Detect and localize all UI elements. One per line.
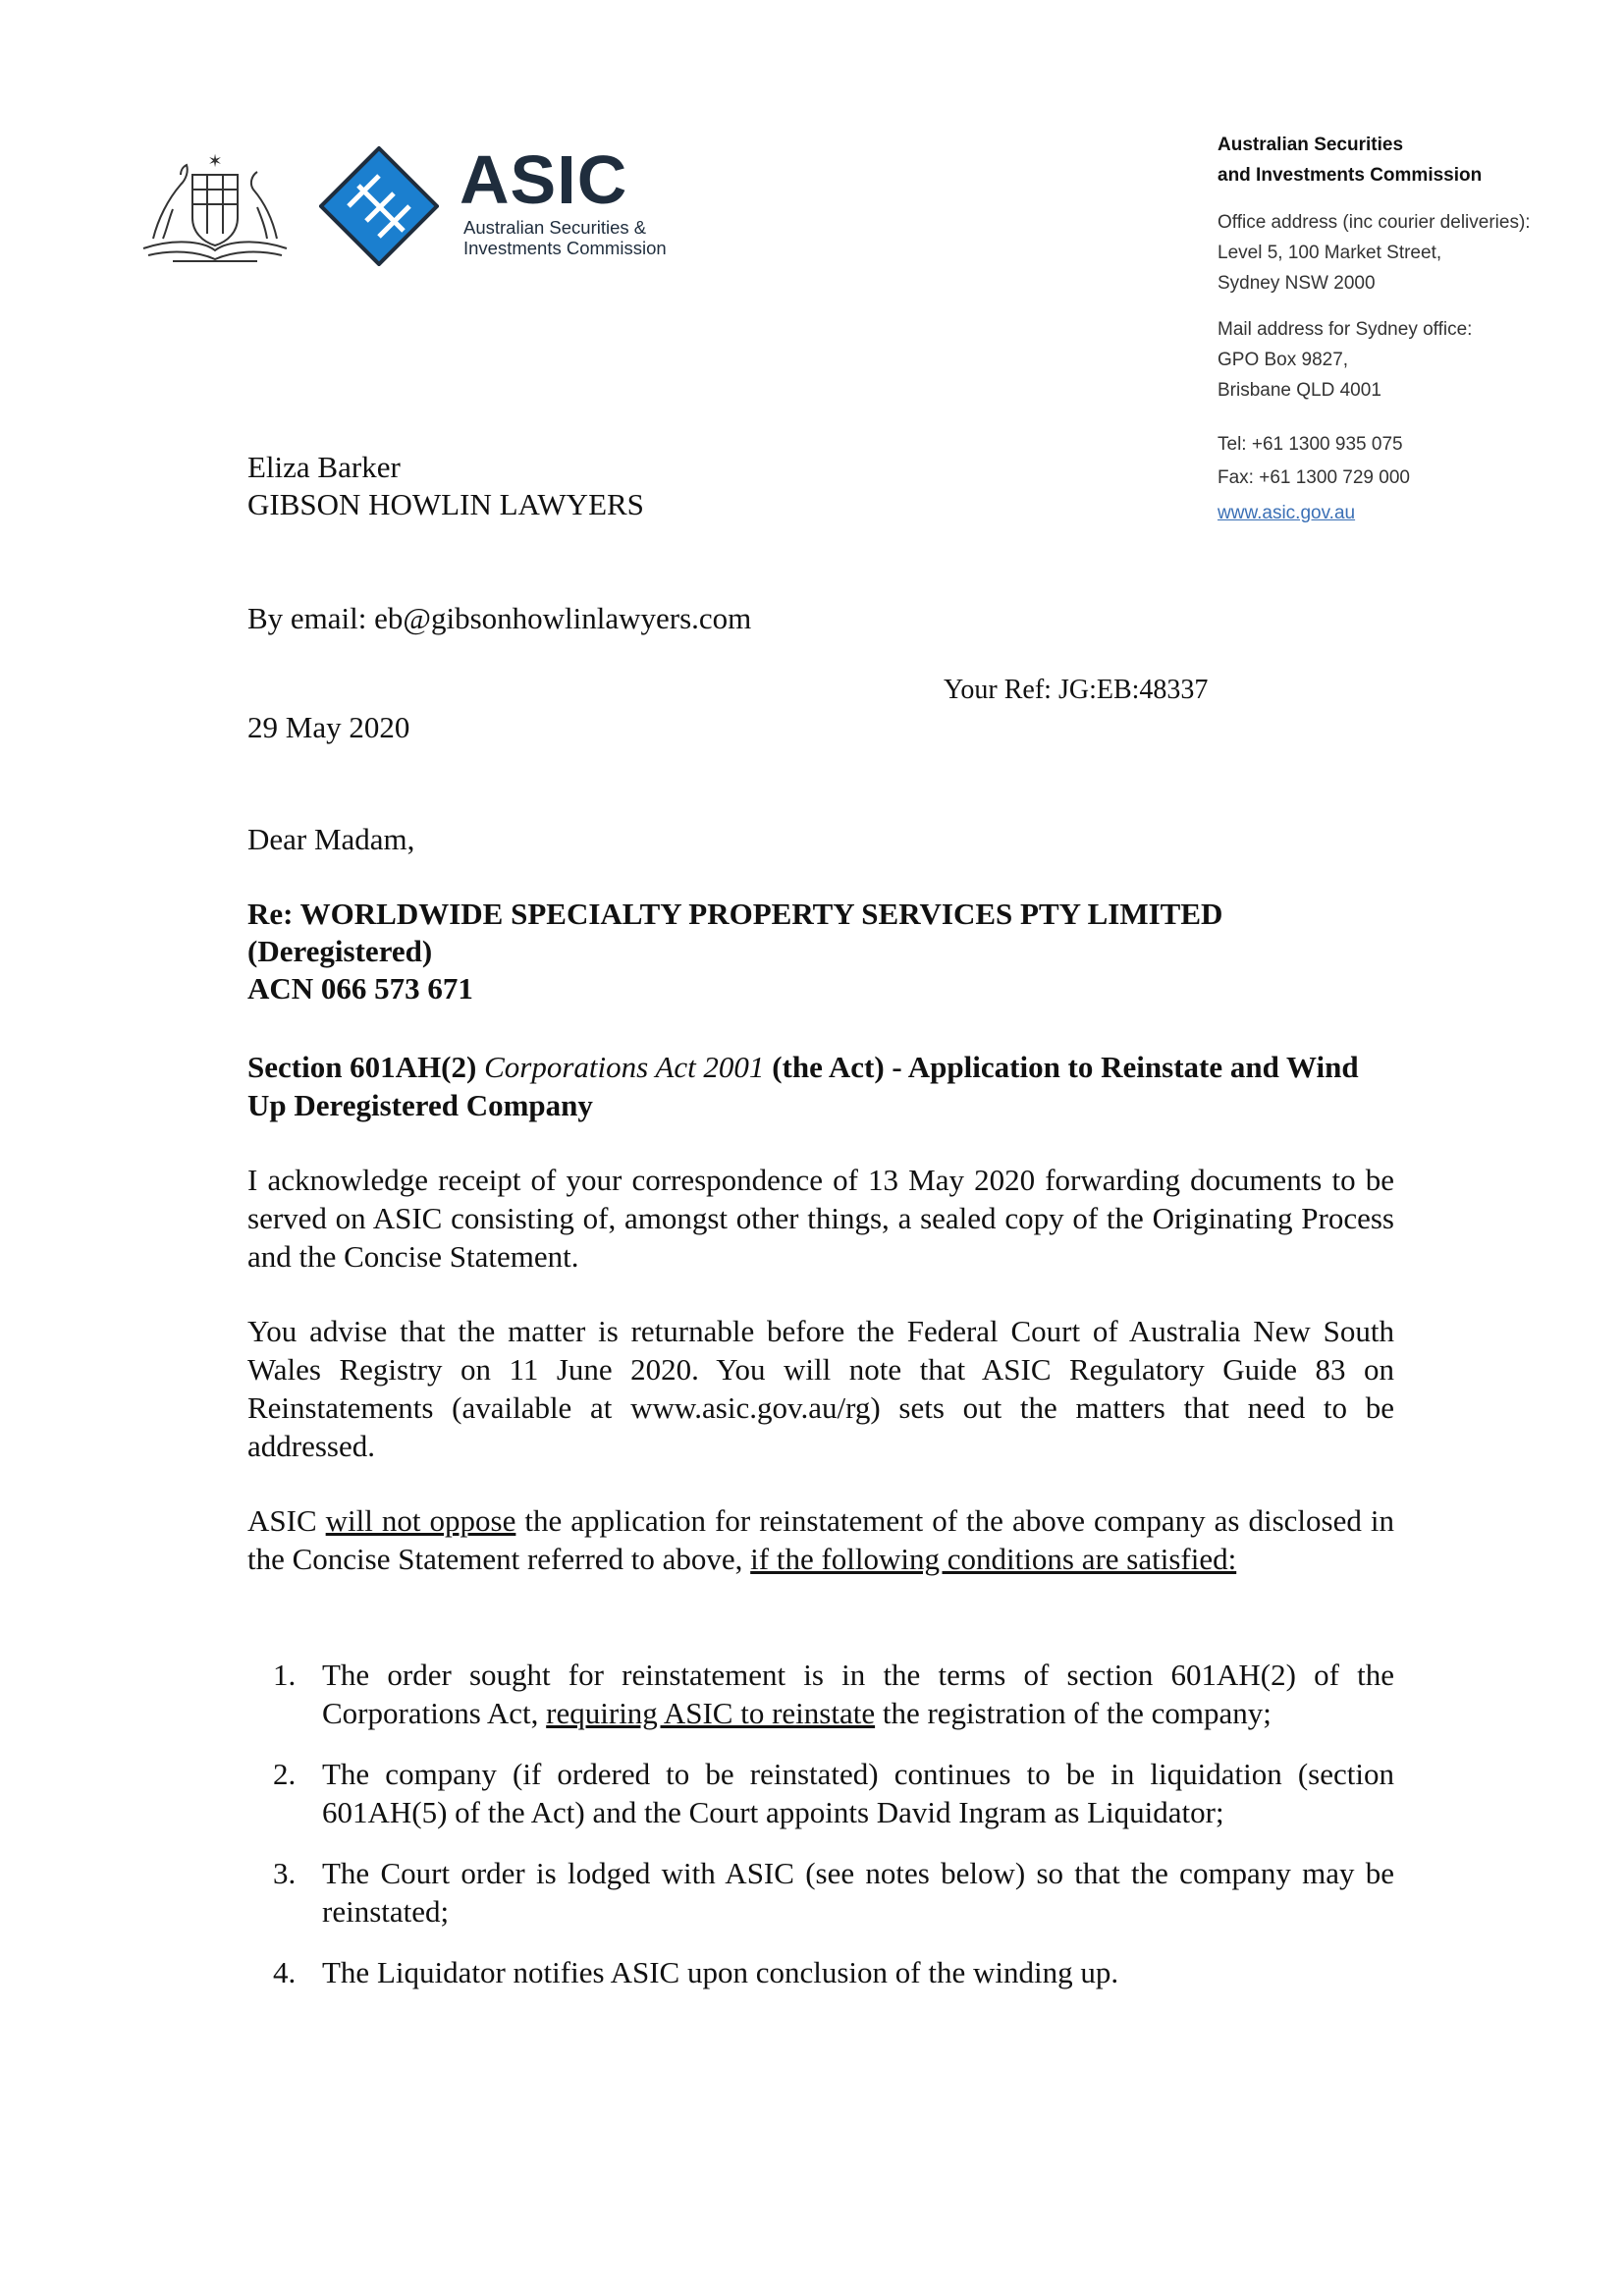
website — [1218, 503, 1355, 524]
telephone: Tel: +61 1300 935 075 — [1218, 434, 1403, 455]
asic-diamond-logo — [319, 146, 439, 266]
org-line1: Australian Securities — [1218, 135, 1404, 155]
list-item-text — [322, 1656, 1394, 1732]
condition-2-text: The company (if ordered to be reinstated) continues to be in liquidation (section 601AH(5) of the Act) and the Court appoints David Ingram as Liquidator; — [322, 1757, 1394, 1829]
office-address-line1: Level 5, 100 Market Street, — [1218, 243, 1442, 263]
office-address-line2: Sydney NSW 2000 — [1218, 273, 1376, 294]
recipient-firm: GIBSON HOWLIN LAWYERS — [247, 487, 644, 521]
re-line-status: (Deregistered) — [247, 934, 433, 968]
fax: Fax: +61 1300 729 000 — [1218, 467, 1410, 488]
recipient-email: By email: eb@gibsonhowlinlawyers.com — [247, 601, 752, 635]
asic-subtitle-line2: Investments Commission — [463, 238, 667, 258]
mail-address — [1218, 314, 1472, 406]
list-item-number: 4. — [273, 1955, 297, 1989]
subject-act-name: Corporations Act 2001 — [484, 1050, 765, 1084]
sender-organisation — [1218, 130, 1482, 190]
p3-will-not-oppose: will not oppose — [325, 1503, 516, 1538]
salutation: Dear Madam, — [247, 822, 415, 856]
asic-wordmark: ASIC — [460, 141, 628, 218]
australian-coat-of-arms-logo — [134, 145, 297, 269]
website-link[interactable]: www.asic.gov.au — [1218, 503, 1356, 523]
p3-conditions: if the following conditions are satisfied: — [750, 1542, 1237, 1576]
list-item-number: 3. — [273, 1856, 297, 1890]
condition-1-underlined: requiring ASIC to reinstate — [546, 1696, 876, 1730]
condition-1-text: The order sought for reinstatement is in the terms of section 601AH(2) of the Corporations Act, — [322, 1658, 1394, 1730]
recipient-name: Eliza Barker — [247, 450, 401, 484]
list-item-number: 1. — [273, 1658, 297, 1692]
paragraph-not-oppose — [247, 1501, 1394, 1578]
paragraph-acknowledgement: I acknowledge receipt of your correspondence of 13 May 2020 forwarding documents to be served on ASIC consisting of, amongst other things, a sealed copy of the Originating Process and the Concise Statement. — [247, 1163, 1394, 1274]
condition-3-text: The Court order is lodged with ASIC (see notes below) so that the company may be reinstated; — [322, 1856, 1394, 1929]
p3-c: the application for reinstatement of the above company as disclosed in the Concise Statement referred to above, — [247, 1503, 1394, 1576]
asic-logo-subtitle — [463, 217, 667, 258]
mail-address-line1: GPO Box 9827, — [1218, 350, 1349, 370]
p3-a: ASIC — [247, 1503, 326, 1538]
office-address — [1218, 207, 1531, 299]
mail-address-line2: Brisbane QLD 4001 — [1218, 380, 1381, 401]
office-address-label: Office address (inc courier deliveries): — [1218, 212, 1531, 233]
condition-4-text: The Liquidator notifies ASIC upon conclusion of the winding up. — [322, 1955, 1119, 1989]
condition-1-end: the registration of the company; — [875, 1696, 1272, 1730]
your-reference: Your Ref: JG:EB:48337 — [944, 675, 1209, 705]
letter-date: 29 May 2020 — [247, 710, 410, 744]
re-line-acn: ACN 066 573 671 — [247, 971, 473, 1006]
list-item-number: 2. — [273, 1757, 297, 1791]
mail-address-label: Mail address for Sydney office: — [1218, 319, 1473, 340]
subject-heading — [247, 1048, 1396, 1124]
subject-part1: Section 601AH(2) — [247, 1050, 485, 1084]
re-line-company: Re: WORLDWIDE SPECIALTY PROPERTY SERVICES PTY LIMITED — [247, 897, 1223, 931]
svg-text:✶: ✶ — [207, 151, 223, 171]
subject-part3: (the Act) - Application to Reinstate and Wind Up Deregistered Company — [247, 1050, 1359, 1122]
asic-subtitle-line1: Australian Securities & — [463, 217, 647, 238]
org-line2: and Investments Commission — [1218, 165, 1483, 186]
paragraph-returnable: You advise that the matter is returnable before the Federal Court of Australia New South Wales Registry on 11 June 2020. You will note that ASIC Regulatory Guide 83 on Reinstatements (available at www.asic.gov.au/rg) sets out the matters that need to be addressed. — [247, 1314, 1394, 1463]
contact-numbers — [1218, 428, 1410, 495]
